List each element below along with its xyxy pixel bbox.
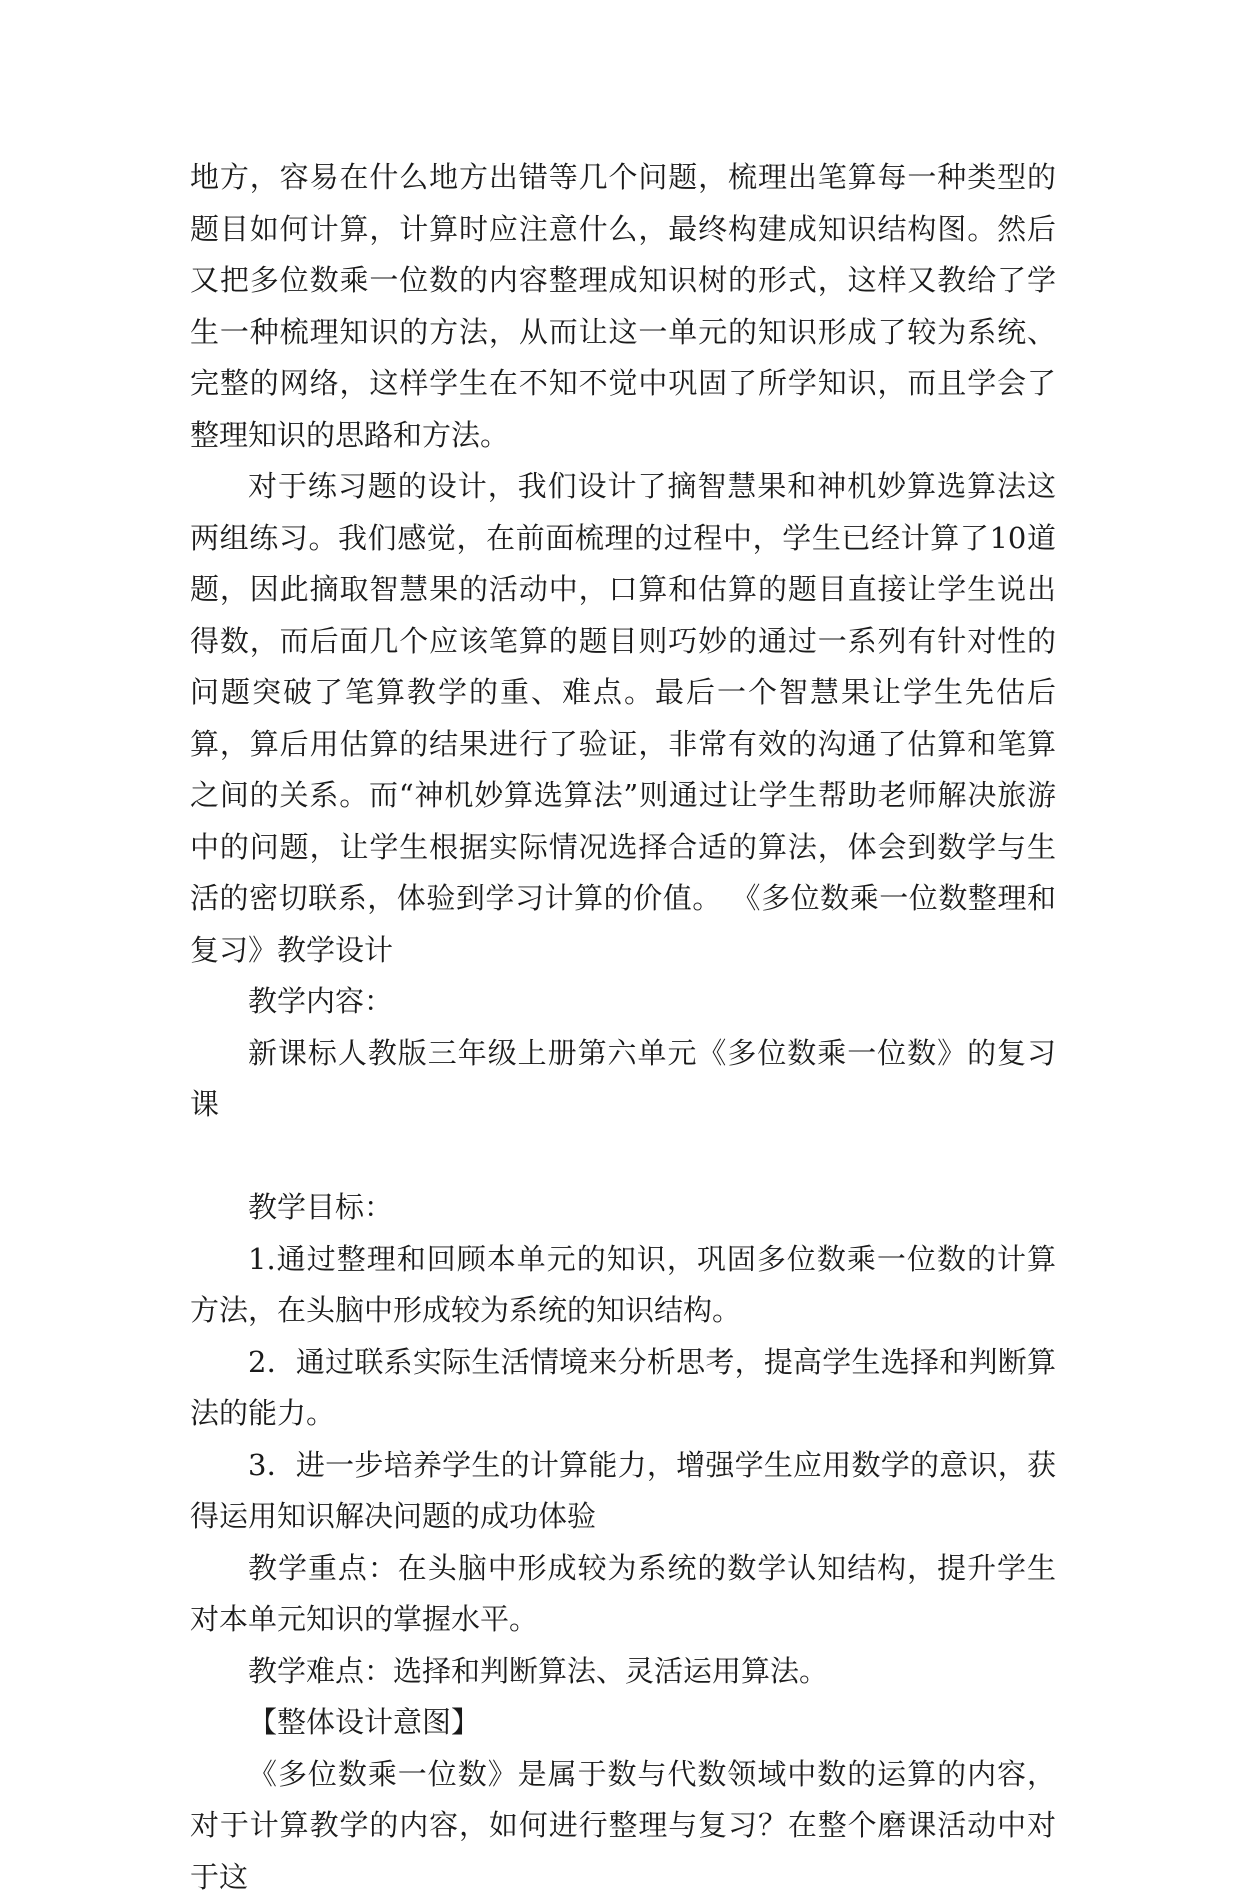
design-intent-heading: 【整体设计意图】 [190, 1697, 1056, 1749]
teaching-key-point: 教学重点：在头脑中形成较为系统的数学认知结构，提升学生对本单元知识的掌握水平。 [190, 1543, 1056, 1646]
paragraph-continuation: 地方，容易在什么地方出错等几个问题，梳理出笔算每一种类型的题目如何计算，计算时应注意什么，最终构建成知识结构图。然后又把多位数乘一位数的内容整理成知识树的形式，这样又教给了学生一种梳理知识的方法，从而让这一单元的知识形成了较为系统、完整的网络，这样学生在不知不觉中巩固了所学知识，而且学会了整理知识的思路和方法。 [190, 152, 1056, 461]
design-intent: 《多位数乘一位数》是属于数与代数领域中数的运算的内容，对于计算教学的内容，如何进行整理与复习？在整个磨课活动中对于这 [190, 1749, 1056, 1903]
teaching-content-heading: 教学内容： [190, 976, 1056, 1028]
teaching-content: 新课标人教版三年级上册第六单元《多位数乘一位数》的复习课 [190, 1028, 1056, 1131]
paragraph-exercise-design: 对于练习题的设计，我们设计了摘智慧果和神机妙算选算法这两组练习。我们感觉，在前面梳理的过程中，学生已经计算了10道题，因此摘取智慧果的活动中，口算和估算的题目直接让学生说出得数，而后面几个应该笔算的题目则巧妙的通过一系列有针对性的问题突破了笔算教学的重、难点。最后一个智慧果让学生先估后算，算后用估算的结果进行了验证，非常有效的沟通了估算和笔算之间的关系。而“神机妙算选算法”则通过让学生帮助老师解决旅游中的问题，让学生根据实际情况选择合适的算法，体会到数学与生活的密切联系，体验到学习计算的价值。 《多位数乘一位数整理和复习》教学设计 [190, 461, 1056, 976]
teaching-goal-3: 3．进一步培养学生的计算能力，增强学生应用数学的意识，获得运用知识解决问题的成功体验 [190, 1440, 1056, 1543]
teaching-goal-1: 1.通过整理和回顾本单元的知识，巩固多位数乘一位数的计算方法，在头脑中形成较为系统的知识结构。 [190, 1234, 1056, 1337]
teaching-difficulty: 教学难点：选择和判断算法、灵活运用算法。 [190, 1646, 1056, 1698]
document-body [190, 152, 1056, 1903]
teaching-goals-heading: 教学目标： [190, 1182, 1056, 1234]
teaching-goal-2: 2．通过联系实际生活情境来分析思考，提高学生选择和判断算法的能力。 [190, 1337, 1056, 1440]
